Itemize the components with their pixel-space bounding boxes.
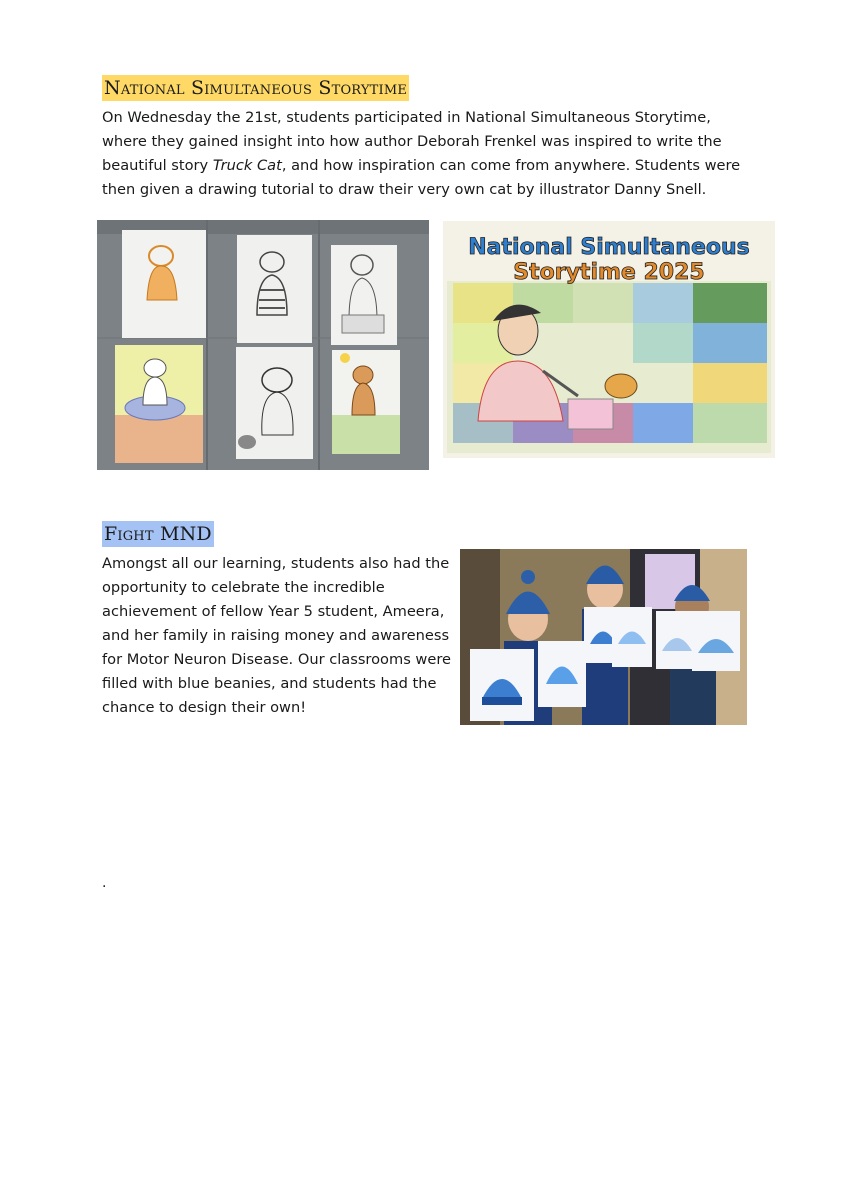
storytime-paragraph	[102, 106, 752, 202]
storytime-text-start: On Wednesday the 21st, students participated in National Simultaneous Storytime, where they gained insight into how author Deborah Frenkel was inspired to write the beautiful story	[102, 109, 722, 174]
cat-drawing-2	[237, 235, 312, 343]
poster-title-line2: Storytime 2025	[513, 260, 705, 285]
cat-drawing-6	[332, 350, 400, 454]
cat-drawing-5	[236, 347, 313, 459]
book-title: Truck Cat	[212, 157, 282, 174]
cat-drawing-3	[331, 245, 397, 345]
section-heading-fight-mnd: Fight MND	[104, 523, 212, 545]
fight-mnd-paragraph: Amongst all our learning, students also had the opportunity to celebrate the incredible achievement of fellow Year 5 student, Ameera, and her family in raising money and awareness for Motor Neuron Disease. Our classrooms were filled with blue beanies, and students had the chance to design their own!	[102, 555, 452, 716]
cat-drawing-4	[115, 345, 203, 463]
cat-drawing-1	[122, 230, 206, 338]
storytime-poster-photo	[443, 221, 775, 458]
storytime-text-end: , and how inspiration can come from anywhere. Students were then given a drawing tutorial to draw their very own cat by illustrator Danny Snell.	[102, 157, 741, 198]
section-heading-storytime: National Simultaneous Storytime	[104, 77, 408, 99]
poster-title-line1: National Simultaneous	[468, 235, 750, 260]
blue-beanies-photo	[460, 549, 747, 725]
cat-drawings-photo	[97, 220, 429, 470]
trailing-period: .	[102, 875, 107, 891]
